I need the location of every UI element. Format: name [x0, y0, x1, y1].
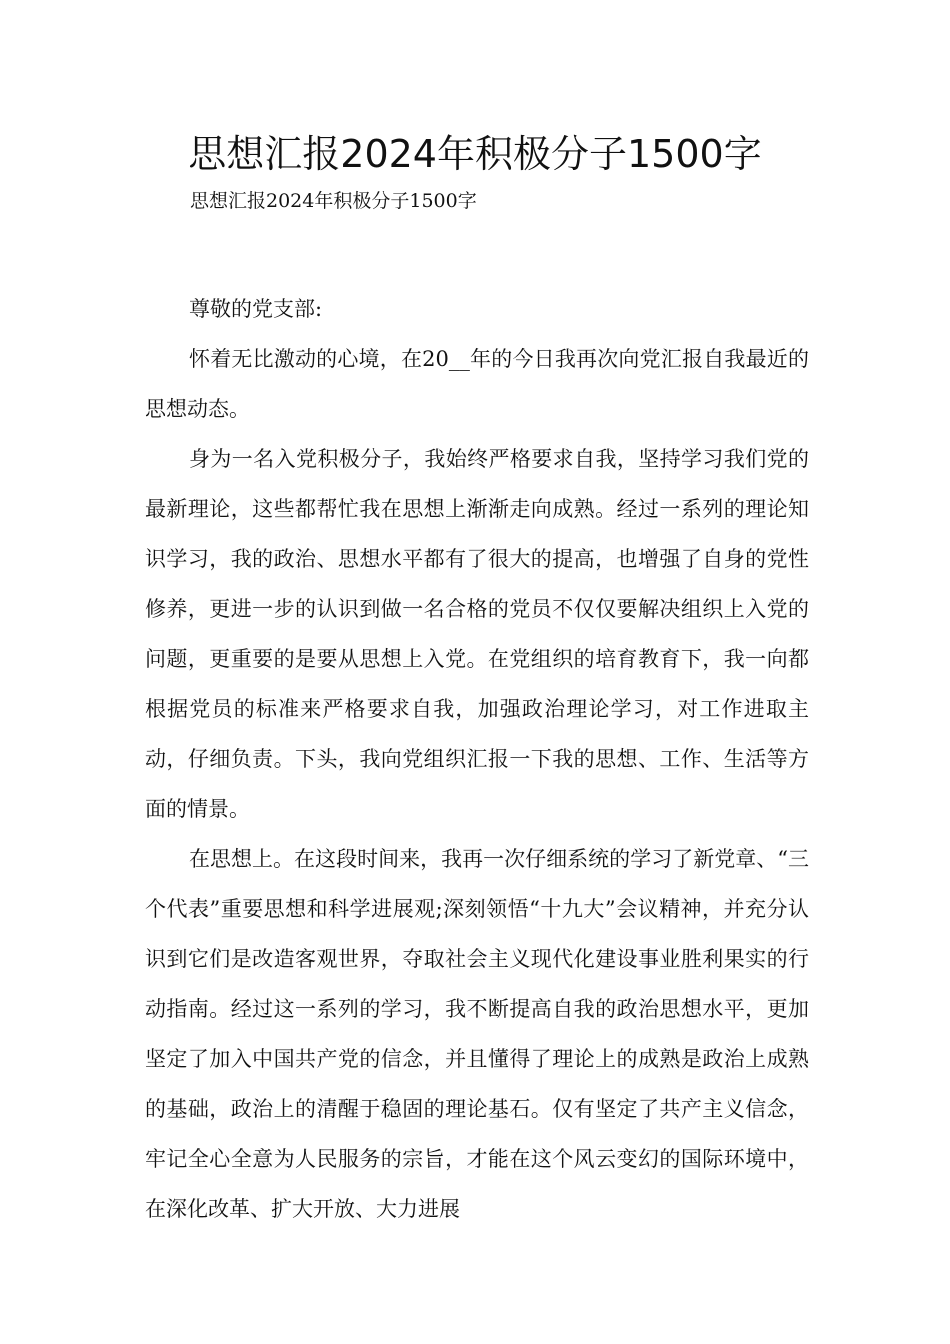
salutation: 尊敬的党支部: — [189, 297, 323, 321]
paragraph-2: 身为一名入党积极分子，我始终严格要求自我，坚持学习我们党的最新理论，这些都帮忙我在思想上渐渐走向成熟。经过一系列的理论知识学习，我的政治、思想水平都有了很大的提高，也增强了自身的党性修养，更进一步的认识到做一名合格的党员不仅仅要解决组织上入党的问题，更重要的是要从思想上入党。在党组织的培育教育下，我一向都根据党员的标准来严格要求自我，加强政治理论学习，对工作进取主动，仔细负责。下头，我向党组织汇报一下我的思想、工作、生活等方面的情景。 — [145, 447, 809, 821]
document-subtitle: 思想汇报2024年积极分子1500字 — [190, 190, 477, 212]
document-body — [145, 284, 809, 1234]
document-title: 思想汇报2024年积极分子1500字 — [188, 132, 762, 176]
paragraph-1: 怀着无比激动的心境，在20__年的今日我再次向党汇报自我最近的思想动态。 — [145, 347, 809, 421]
paragraph-3: 在思想上。在这段时间来，我再一次仔细系统的学习了新党章、“三个代表”重要思想和科学进展观;深刻领悟“十九大”会议精神，并充分认识到它们是改造客观世界，夺取社会主义现代化建设事业胜利果实的行动指南。经过这一系列的学习，我不断提高自我的政治思想水平，更加坚定了加入中国共产党的信念，并且懂得了理论上的成熟是政治上成熟的基础，政治上的清醒于稳固的理论基石。仅有坚定了共产主义信念，牢记全心全意为人民服务的宗旨，才能在这个风云变幻的国际环境中，在深化改革、扩大开放、大力进展 — [145, 847, 809, 1221]
